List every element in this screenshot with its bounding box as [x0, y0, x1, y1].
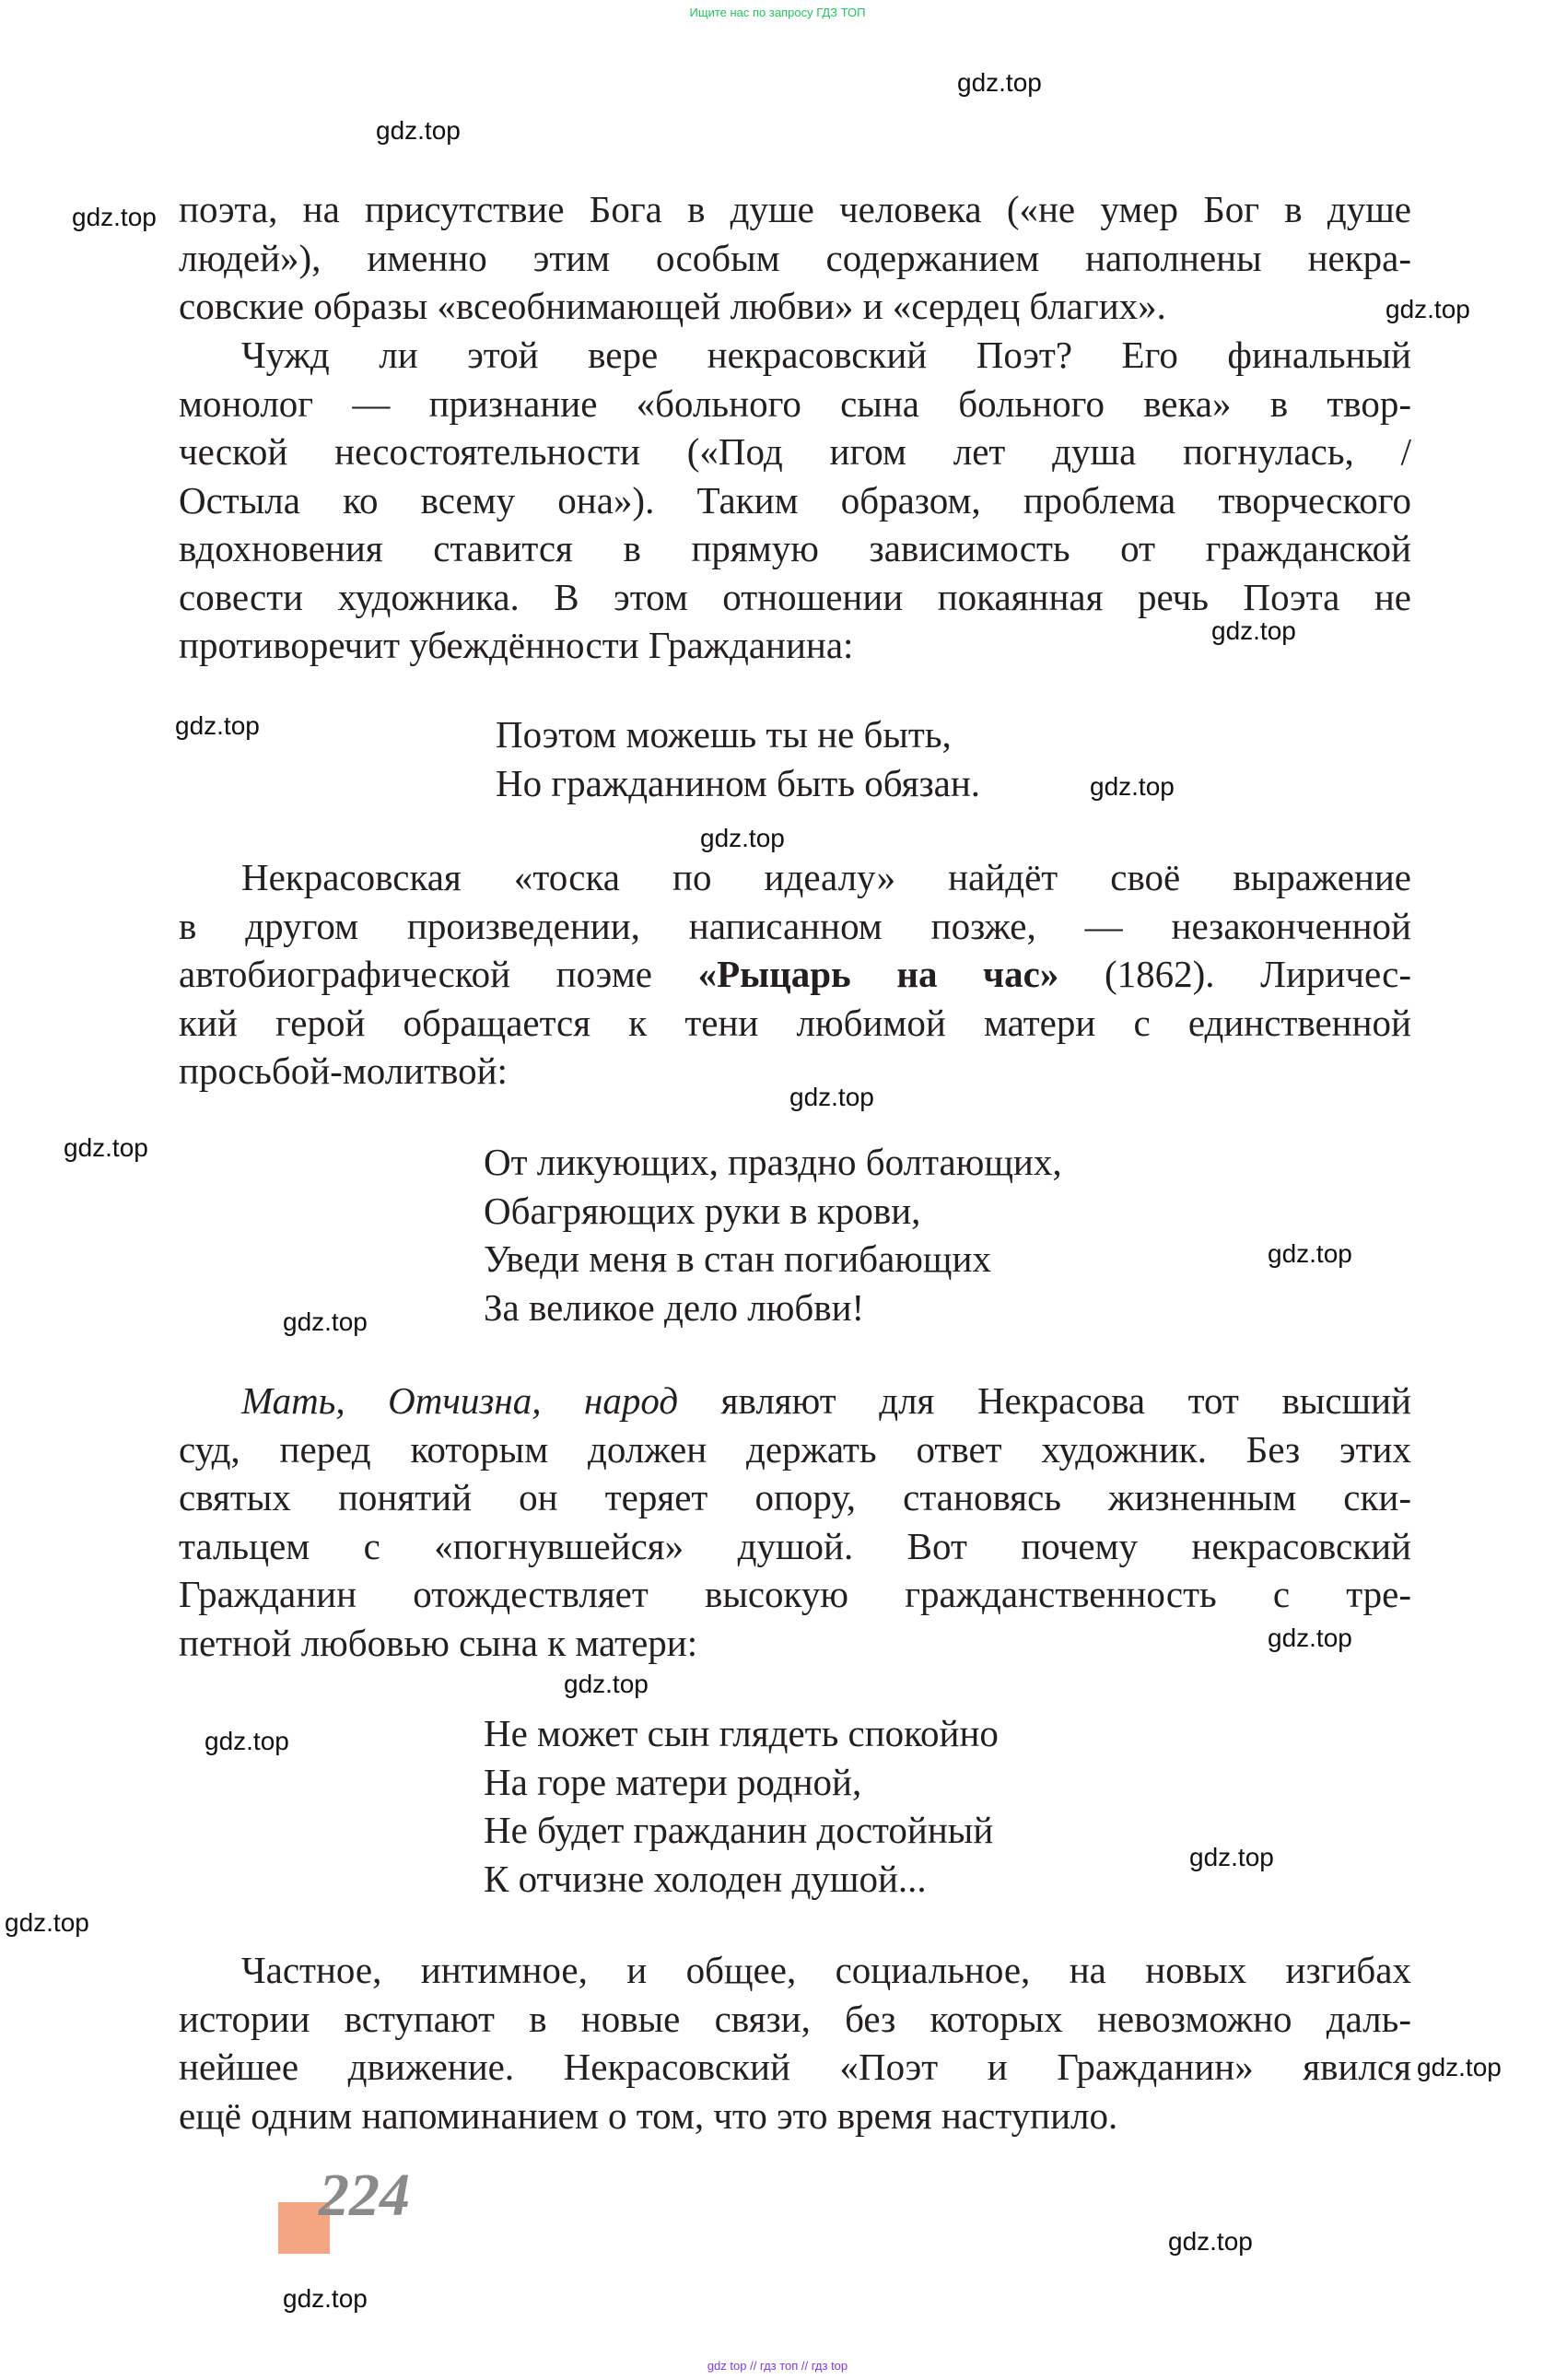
text-line: Частное, интимное, и общее, социальное, на новых изгибах — [241, 1949, 1411, 1991]
text-line: совские образы «всеобнимающей любви» и «сердец благих». — [179, 285, 1166, 327]
paragraph — [179, 853, 1411, 1096]
verse-line: Обагряющих руки в крови, — [484, 1189, 921, 1232]
text-span: являют для Некрасова тот высший — [678, 1379, 1411, 1422]
verse-line: Не может сын глядеть спокойно — [484, 1712, 999, 1754]
text-line — [179, 950, 1411, 999]
verse-line: За великое дело любви! — [484, 1285, 865, 1329]
text-line: суд, перед которым должен держать ответ художник. Без этих — [179, 1427, 1411, 1471]
text-line: Некрасовская «тоска по идеалу» найдёт своё выражение — [241, 856, 1411, 898]
paragraph — [179, 331, 1411, 670]
text-line: в другом произведении, написанном позже, — незаконченной — [179, 904, 1411, 947]
watermark: gdz.top — [283, 1307, 368, 1336]
text-line: людей»), именно этим особым содержанием наполнены некра- — [179, 236, 1411, 279]
text-line: кий герой обращается к тени любимой матери с единственной — [179, 1001, 1411, 1044]
emphasis: Мать, Отчизна, народ — [241, 1379, 679, 1422]
watermark: gdz.top — [1090, 772, 1175, 801]
watermark: gdz.top — [1385, 295, 1470, 323]
text-line: вдохновения ставится в прямую зависимость от гражданской — [179, 527, 1411, 569]
verse-line: Не будет гражданин достойный — [484, 1809, 994, 1851]
watermark: gdz.top — [564, 1670, 649, 1698]
text-line: нейшее движение. Некрасовский «Поэт и Гражданин» явился — [179, 2046, 1411, 2088]
watermark: gdz.top — [5, 1908, 89, 1937]
verse-line: Поэтом можешь ты не быть, — [496, 713, 952, 756]
text-line: монолог — признание «больного сына больного века» в твор- — [179, 381, 1411, 425]
text-line: Гражданин отождествляет высокую гражданственность с тре- — [179, 1573, 1411, 1615]
verse-line: К отчизне холоден душой... — [484, 1857, 927, 1900]
paragraph — [179, 1377, 1411, 1667]
text-line: ещё одним напоминанием о том, что это время наступило. — [179, 2093, 1118, 2137]
text-line: петной любовью сына к матери: — [179, 1621, 698, 1664]
page-number: 224 — [319, 2162, 410, 2229]
watermark: gdz.top — [376, 116, 461, 145]
text-line: противоречит убеждённости Гражданина: — [179, 624, 854, 666]
watermark: gdz.top — [283, 2284, 368, 2313]
watermark: gdz.top — [1268, 1239, 1352, 1268]
text-line — [179, 1377, 1411, 1425]
text-span: (1862). Лиричес- — [1058, 953, 1412, 995]
watermark: gdz.top — [72, 203, 157, 231]
work-title: «Рыцарь на час» — [697, 953, 1059, 995]
watermark: gdz.top — [205, 1727, 289, 1755]
watermark: gdz.top — [1417, 2053, 1502, 2081]
watermark: gdz.top — [789, 1083, 874, 1111]
text-line: поэта, на присутствие Бога в душе человека («не умер Бог в душе — [179, 188, 1411, 230]
watermark: gdz.top — [1211, 616, 1296, 645]
bottom-banner: gdz top // гдз топ // гдз top — [707, 2359, 848, 2373]
text-line: ческой несостоятельности («Под игом лет душа погнулась, / — [179, 430, 1411, 473]
watermark: gdz.top — [64, 1133, 148, 1162]
watermark: gdz.top — [1268, 1624, 1352, 1652]
verse-quote — [496, 710, 980, 807]
verse-quote — [484, 1709, 999, 1903]
watermark: gdz.top — [1189, 1843, 1274, 1871]
text-line: истории вступают в новые связи, без которых невозможно даль- — [179, 1997, 1411, 2040]
text-line: Остыла ко всему она»). Таким образом, проблема творческого — [179, 478, 1411, 522]
text-line: просьбой-молитвой: — [179, 1049, 508, 1092]
verse-line: На горе матери родной, — [484, 1760, 862, 1803]
verse-line: Но гражданином быть обязан. — [496, 761, 981, 804]
watermark: gdz.top — [957, 68, 1042, 97]
verse-line: От ликующих, праздно болтающих, — [484, 1141, 1062, 1183]
watermark: gdz.top — [1168, 2227, 1253, 2256]
top-banner: Ищите нас по запросу ГДЗ ТОП — [689, 6, 866, 19]
paragraph — [179, 1946, 1411, 2140]
text-line: святых понятий он теряет опору, становясь жизненным ски- — [179, 1476, 1411, 1518]
text-line: тальцем с «погнувшейся» душой. Вот почему некрасовский — [179, 1524, 1411, 1567]
text-span: автобиографической поэме — [179, 953, 698, 995]
text-line: совести художника. В этом отношении покаянная речь Поэта не — [179, 575, 1411, 618]
text-line: Чужд ли этой вере некрасовский Поэт? Его финальный — [241, 334, 1411, 376]
verse-quote — [484, 1138, 1062, 1331]
watermark: gdz.top — [175, 711, 260, 740]
verse-line: Уведи меня в стан погибающих — [484, 1237, 991, 1280]
watermark: gdz.top — [700, 824, 785, 852]
paragraph — [179, 185, 1411, 331]
